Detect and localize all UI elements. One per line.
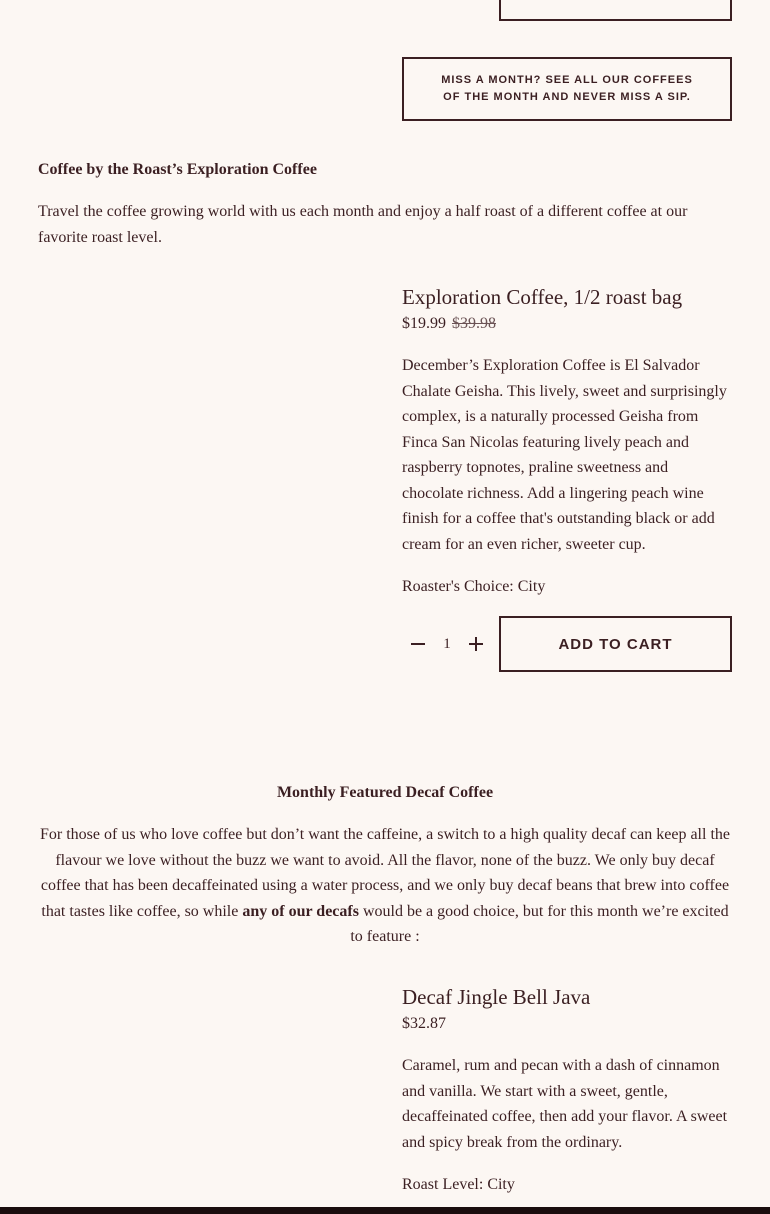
- exploration-section-title: Coffee by the Roast’s Exploration Coffee: [38, 161, 317, 178]
- exploration-section-intro: Travel the coffee growing world with us each month and enjoy a half roast of a different coffee at our favorite roast level.: [38, 203, 688, 246]
- see-all-coffees-label: MISS A MONTH? SEE ALL OUR COFFEES OF THE MONTH AND NEVER MISS A SIP.: [441, 74, 693, 103]
- quantity-stepper: [402, 616, 492, 672]
- product-title-exploration[interactable]: Exploration Coffee, 1/2 roast bag: [402, 285, 683, 309]
- quantity-value[interactable]: 1: [443, 635, 451, 652]
- see-all-coffees-of-month-button[interactable]: [402, 57, 732, 121]
- decrease-quantity-button[interactable]: [402, 628, 434, 660]
- current-price: $19.99: [402, 315, 446, 332]
- decaf-intro-text-1: For those of us who love coffee but don’t want the caffeine, a switch to a high quality decaf can keep all the flavour we love without the buzz we want to avoid. All the flavor, none of the buzz. We only buy decaf coffee that has been decaffeinated using a water process, and we only buy decaf beans that brew into coffee that tastes like coffee, so while: [39, 826, 730, 920]
- previous-add-to-cart-button[interactable]: [499, 0, 732, 21]
- bottom-bar: [0, 1207, 770, 1214]
- product-price-exploration: [402, 313, 496, 335]
- plus-icon: [469, 637, 483, 651]
- product-title-decaf[interactable]: Decaf Jingle Bell Java: [402, 985, 591, 1009]
- product-price-decaf: [402, 1013, 446, 1035]
- product-description-exploration: December’s Exploration Coffee is El Salvador Chalate Geisha. This lively, sweet and surprisingly complex, is a naturally processed Geisha from Finca San Nicolas featuring lively peach and raspberry topnotes, praline sweetness and chocolate richness. Add a lingering peach wine finish for a coffee that's outstanding black or add cream for an even richer, sweeter cup.: [402, 357, 727, 553]
- decaf-section-title: Monthly Featured Decaf Coffee: [276, 784, 494, 801]
- add-to-cart-label: ADD TO CART: [558, 635, 673, 653]
- current-price: $32.87: [402, 1015, 446, 1032]
- increase-quantity-button[interactable]: [460, 628, 492, 660]
- original-price: $39.98: [452, 315, 496, 332]
- roast-level-decaf: Roast Level: City: [402, 1176, 515, 1193]
- decaf-intro-text-2: would be a good choice, but for this month we’re excited to feature :: [350, 902, 729, 945]
- minus-icon: [411, 643, 425, 645]
- roast-level-exploration: Roaster's Choice: City: [402, 578, 546, 595]
- product-description-decaf: Caramel, rum and pecan with a dash of cinnamon and vanilla. We start with a sweet, gentle, decaffeinated coffee, then add your flavor. A sweet and spicy break from the ordinary.: [402, 1057, 728, 1151]
- decafs-link[interactable]: any of our decafs: [242, 902, 359, 920]
- add-to-cart-button[interactable]: [499, 616, 732, 672]
- decaf-section-intro: [38, 822, 732, 950]
